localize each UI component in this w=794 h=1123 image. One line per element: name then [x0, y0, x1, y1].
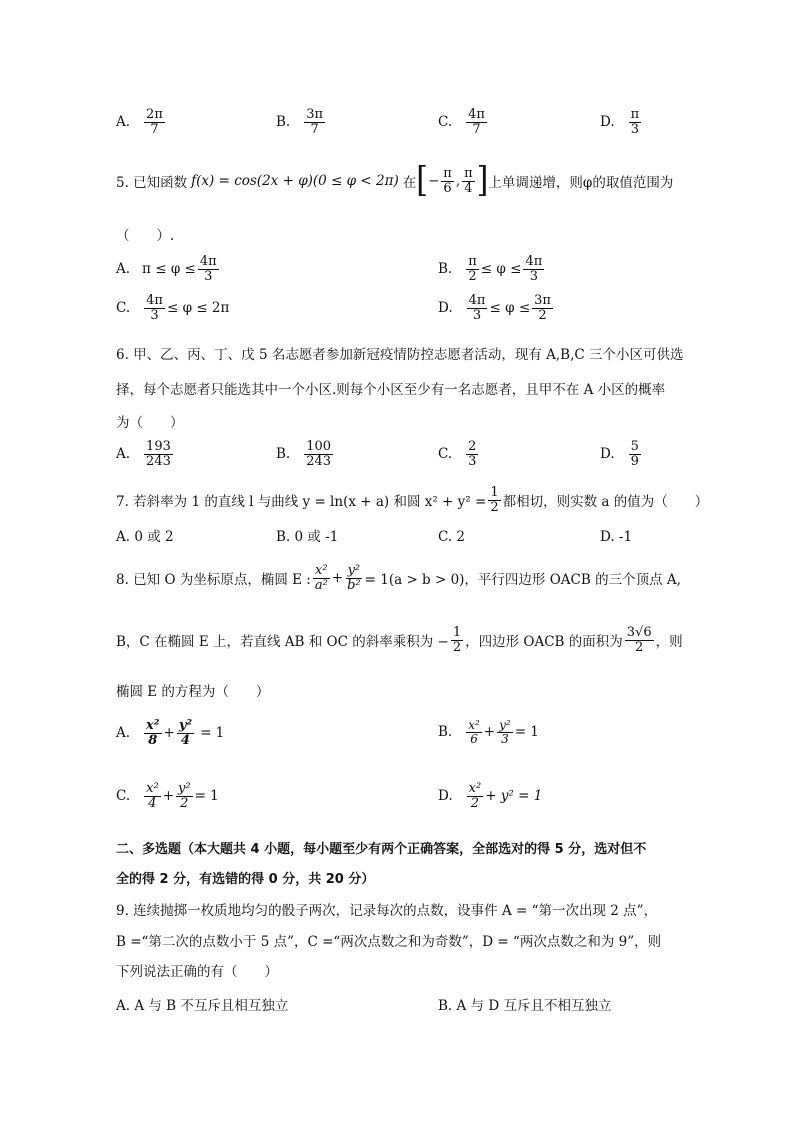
q4-option-a: A. $\frac{2\pi}{7}$ [116, 107, 163, 137]
q4-option-b: B. $\frac{3\pi}{7}$ [276, 107, 324, 137]
q5-option-b: B. $\frac{\pi}{2}$ ≤ φ ≤ $\frac{4\pi}{3}$ [438, 254, 543, 284]
q6-line-3: 为（ ） [116, 415, 184, 431]
right-bracket: ] [476, 160, 489, 201]
q7-option-a: A. 0 或 2 [116, 529, 174, 545]
q8-option-a: A. $\frac{\text{x²}}{8}$ + $\frac{\text{y²}}{4}$ = 1 [116, 718, 225, 748]
q5-option-d: D. $\frac{4\pi}{3}$ ≤ φ ≤ $\frac{3\pi}{2}$ [438, 293, 551, 323]
q6-option-d: D. $\frac{5}{9}$ [600, 439, 639, 469]
q6-line-1: 6. 甲、乙、丙、丁、戊 5 名志愿者参加新冠疫情防控志愿者活动，现有 A,B,C 三个小区可供选 [116, 347, 684, 363]
q5-paren: （ ）. [116, 228, 175, 244]
fraction: $\frac{3\pi}{7}$ [306, 107, 324, 137]
q7-stem: 7. 若斜率为 1 的直线 l 与曲线 y = ln(x + a) 和圆 x² + y² = $\frac{1}{2}$ 都相切，则实数 a 的值为（ ） [116, 485, 709, 515]
q8-option-d: D. $\frac{\text{x²}}{2}$ + y² = 1 [438, 781, 543, 811]
q8-stem-line-3: 椭圆 E 的方程为（ ） [116, 684, 270, 700]
q6-option-b: B. $\frac{100}{243}$ [276, 439, 332, 469]
q8-stem-line-1: 8. 已知 O 为坐标原点，椭圆 E : $\frac{\text{x²}}{\text{a²}}$ + $\frac{\text{y²}}{\text{b²}}$ = 1(a > b > 0)，平行四边形 OACB 的三个顶点 A, [116, 563, 681, 593]
q5-stem: 5. 已知函数 f(x) = cos(2x + φ)(0 ≤ φ < 2π) 在 [ − $\frac{\pi}{6}$ , $\frac{\pi}{4}$ ] 上单调递增，则φ的取值范围为 [116, 160, 674, 201]
q4-option-d: D. $\frac{\pi}{3}$ [600, 107, 640, 137]
q9-line-2: B =“第二次的点数小于 5 点”，C =“两次点数之和为奇数”，D = “两次点数之和为 9”，则 [116, 934, 662, 950]
q8-stem-line-2: B，C 在椭圆 E 上，若直线 AB 和 OC 的斜率乘积为 − $\frac{1}{2}$ ，四边形 OACB 的面积为 $\frac{3√6}{2}$ ，则 [116, 625, 683, 655]
q6-option-c: C. $\frac{2}{3}$ [438, 439, 477, 469]
fraction: $\frac{\pi}{3}$ [630, 107, 640, 137]
fraction: $\frac{2\pi}{7}$ [146, 107, 163, 137]
left-bracket: [ [416, 160, 428, 201]
q5-option-a: A. π ≤ φ ≤ $\frac{4\pi}{3}$ [116, 254, 217, 284]
section-heading-line-1: 二、多选题（本大题共 4 小题，每小题至少有两个正确答案，全部选对的得 5 分，选对但不 [116, 842, 647, 857]
q9-option-b: B. A 与 D 互斥且不相互独立 [438, 998, 612, 1014]
q6-line-2: 择，每个志愿者只能选其中一个小区.则每个小区至少有一名志愿者，且甲不在 A 小区的概率 [116, 382, 666, 398]
q8-option-c: C. $\frac{\text{x²}}{4}$ + $\frac{\text{y²}}{2}$ = 1 [116, 781, 219, 811]
q5-option-c: C. $\frac{4\pi}{3}$ ≤ φ ≤ 2π [116, 293, 230, 323]
q6-option-a: A. $\frac{193}{243}$ [116, 439, 171, 469]
q7-option-d: D. -1 [600, 529, 633, 545]
q4-option-c: C. $\frac{4\pi}{7}$ [438, 107, 485, 137]
q7-option-b: B. 0 或 -1 [276, 529, 339, 545]
fraction: $\frac{4\pi}{7}$ [468, 107, 485, 137]
q8-option-b: B. $\frac{\text{x²}}{6}$ + $\frac{\text{y²}}{3}$ = 1 [438, 718, 539, 746]
section-heading-line-2: 全的得 2 分，有选错的得 0 分，共 20 分） [116, 872, 375, 887]
q9-line-1: 9. 连续抛掷一枚质地均匀的骰子两次，记录每次的点数，设事件 A = “第一次出现 2 点”， [116, 903, 658, 919]
q9-option-a: A. A 与 B 不互斥且相互独立 [116, 998, 289, 1014]
q7-option-c: C. 2 [438, 529, 466, 545]
q9-line-3: 下列说法正确的有（ ） [116, 964, 278, 980]
